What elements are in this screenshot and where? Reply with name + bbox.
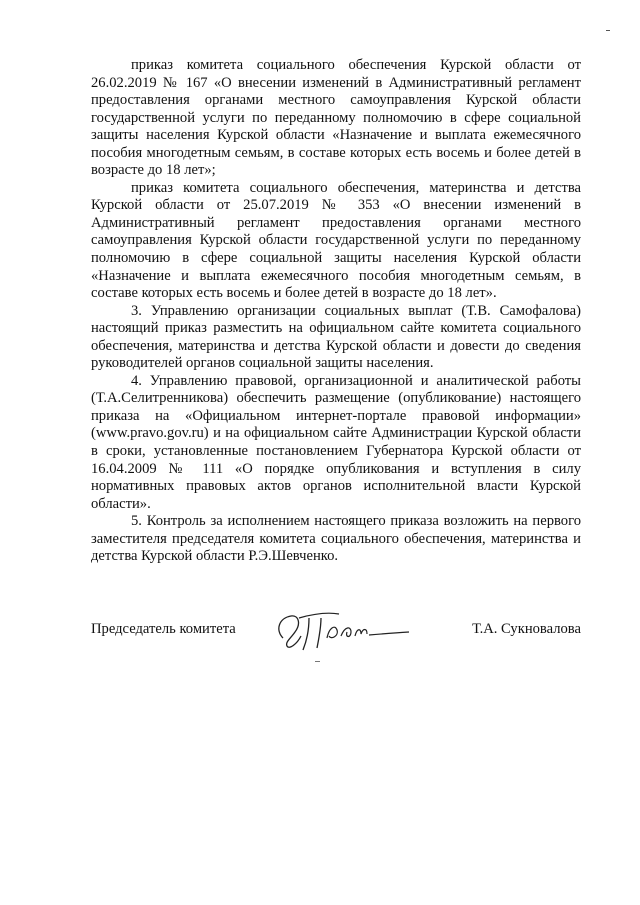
paragraph-order-353: приказ комитета социального обеспечения, материнства и детства Курской области от 25.07.2019 № 353 «О внесении изменений в Административный регламент предоставления органами местного самоуправления Курской области государственной услуги по переданному полномочию в сфере социальной защиты населения Курской области «Назначение и выплата ежемесячного пособия многодетным семьям, в составе которых есть восемь и более детей в возрасте до 18 лет». [91, 179, 581, 302]
paragraph-item-5: 5. Контроль за исполнением настоящего приказа возложить на первого заместителя председателя комитета социального обеспечения, материнства и детства Курской области Р.Э.Шевченко. [91, 513, 581, 565]
paragraph-item-3: 3. Управлению организации социальных выплат (Т.В. Самофалова) настоящий приказ разместить на официальном сайте комитета социального обеспечения, материнства и детства Курской области и довести до сведения руководителей органов социальной защиты населения. [91, 302, 581, 372]
paragraph-order-167: приказ комитета социального обеспечения Курской области от 26.02.2019 № 167 «О внесении изменений в Административный регламент предоставления органами местного самоуправления Курской области государственной услуги по переданному полномочию в сфере социальной защиты населения Курской области «Назначение и выплата ежемесячного пособия многодетным семьям, в составе которых есть восемь и более детей в возрасте до 18 лет»; [91, 57, 581, 179]
paragraph-item-4: 4. Управлению правовой, организационной и аналитической работы (Т.А.Селитренникова) обеспечить размещение (опубликование) настоящего приказа на «Официальном интернет-портале правовой информации» (www.pravo.gov.ru) и на официальном сайте Администрации Курской области в сроки, установленные постановлением Губернатора Курской области от 16.04.2009 № 111 «О порядке опубликования и вступления в силу нормативных правовых актов органов исполнительной власти Курской области». [91, 372, 581, 512]
document-body [91, 57, 581, 566]
signatory-position: Председатель комитета [91, 621, 236, 637]
scan-mark [315, 661, 320, 662]
signatory-name: Т.А. Сукновалова [472, 621, 581, 637]
signature-block [91, 608, 581, 658]
scan-mark [606, 30, 610, 31]
handwritten-signature [269, 608, 419, 654]
